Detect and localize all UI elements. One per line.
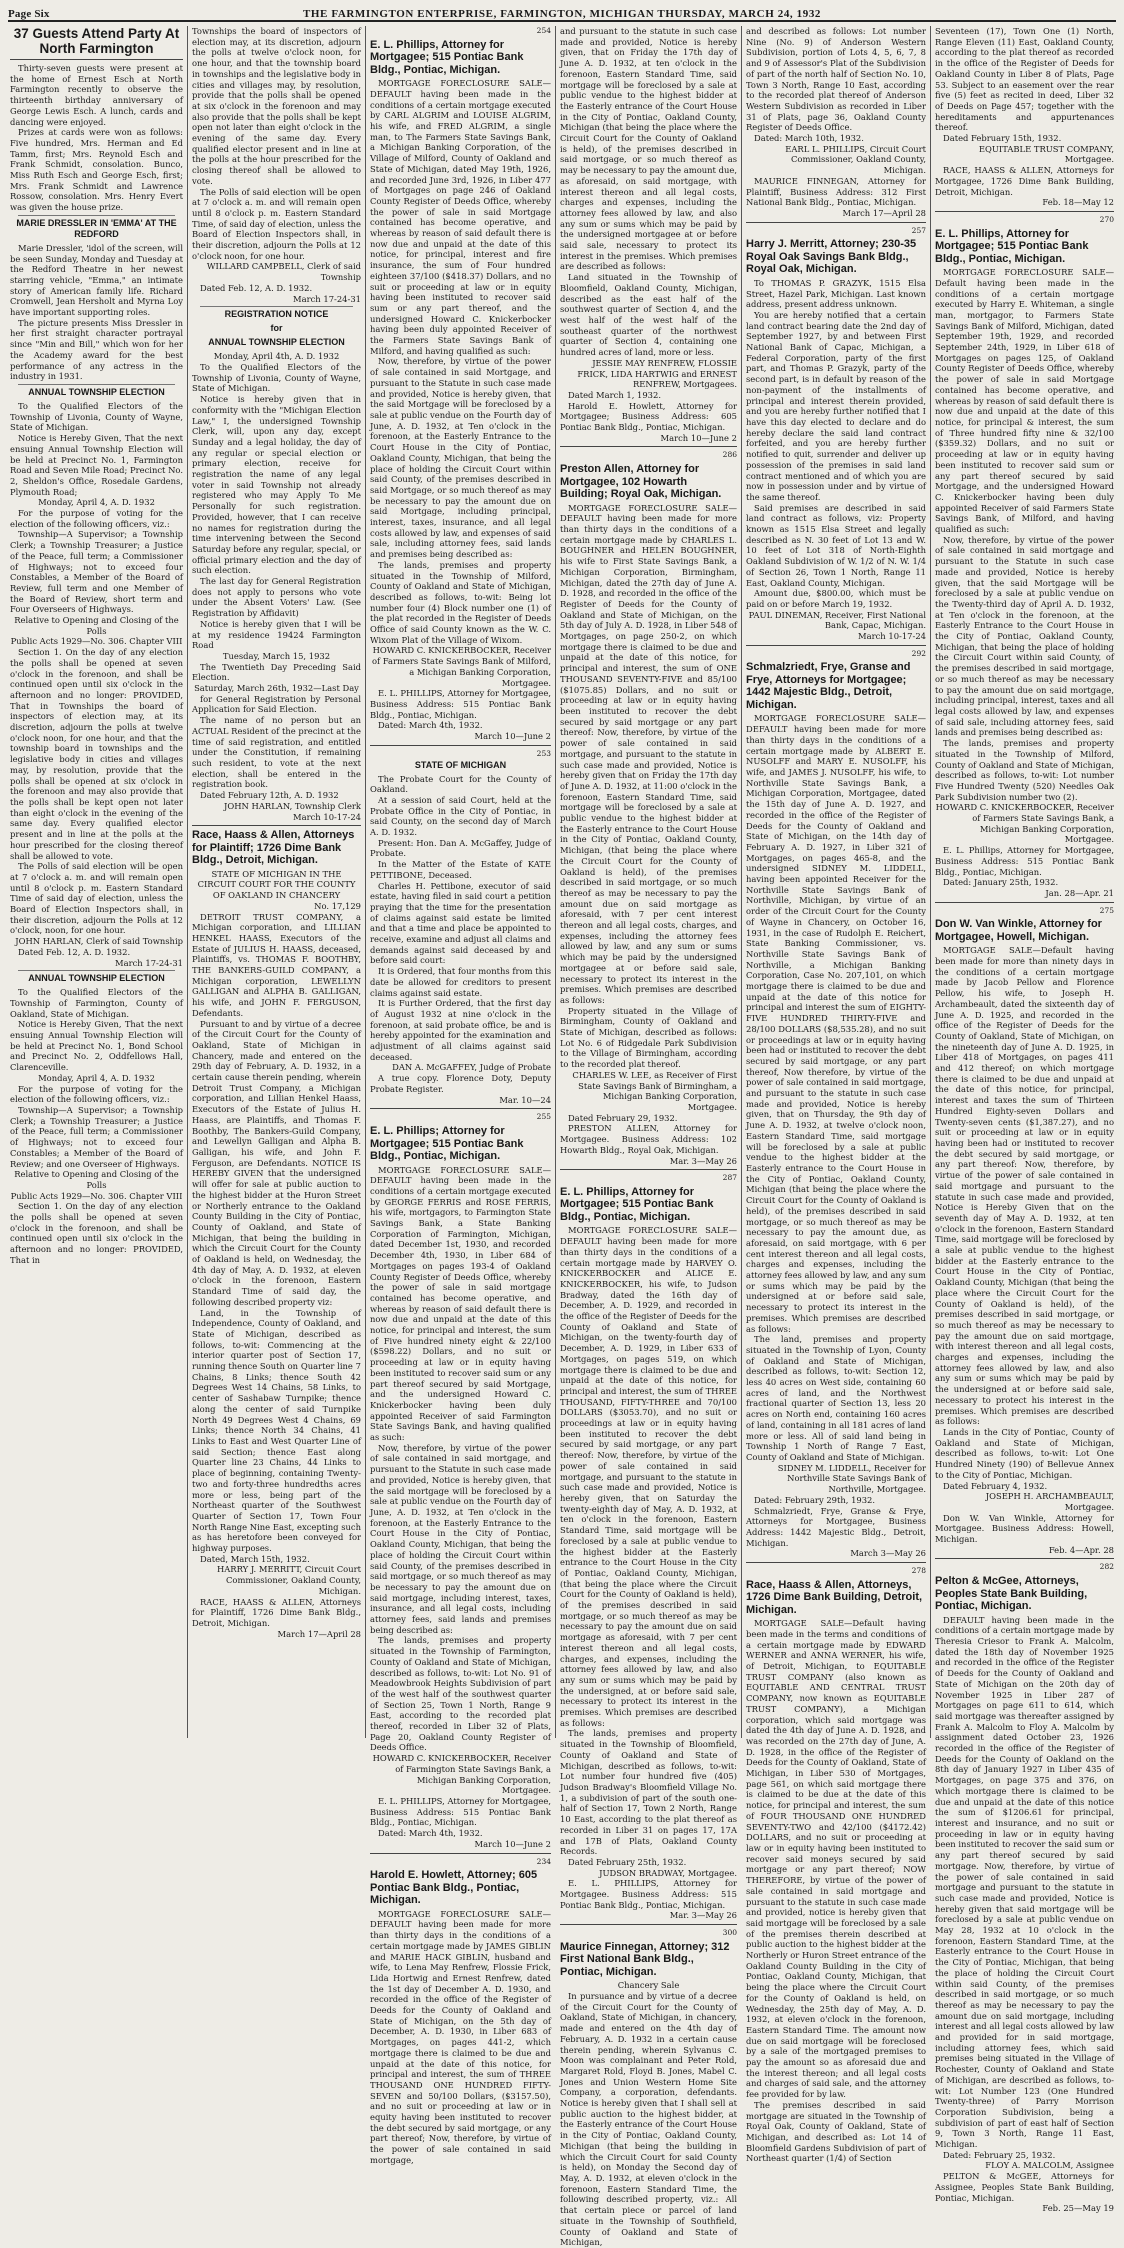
notice-number: 234 [536,1856,551,1866]
legal-paragraph: To THOMAS P. GRAZYK, 1515 Elsa Street, Hazel Park, Michigan. Last known address, present address unknown. [746,277,926,310]
legal-paragraph: Township—A Supervisor; a Township Clerk; a Township Treasurer; a Justice of the Peace, full term; a Commissioner of Highways; not to exceed four Constables; a Member of the Board of Review; and one Overseer of Highways. [10,1104,183,1169]
page-number: Page Six [8,8,50,20]
signature: HOWARD C. KNICKERBOCKER, Receiver of Farmington State Savings Bank, a Michigan Banking Corporation, Mortgagee. [372,1753,551,1796]
legal-paragraph: MORTGAGE SALE—Default having been made in the terms and conditions of a certain mortgage made by EDWARD WERNER and ANNA WERNER, his wife, of Detroit, Michigan, to EQUITABLE TRUST COMPANY (also known as EQUITABLE AND CENTRAL TRUST COMPANY, now known as EQUITABLE TRUST COMPANY), a Michigan corporation, which said mortgage was dated the 4th day of June A. D. 1928, and was recorded on the 27th day of June, A. D. 1928, in the office of the Register of Deeds for the County of Oakland, State of Michigan, in Liber 530 of Mortgages, page 561, on which said mortgage there is claimed to be due at the date of this notice, for principal and interest, the sum of FOUR THOUSAND ONE HUNDRED SEVENTY-TWO and 42/100 ($4172.42) DOLLARS, and no suit or proceeding at law or in equity having been instituted to recover said moneys secured by said mortgage or any part thereof; NOW THEREFORE, by virtue of the power of sale contained in said mortgage and pursuant to the statute in such case made and provided, notice is hereby given that said mortgage will be foreclosed by a sale of the premises therein described at public auction to the highest bidder at the Northerly or Huron Street entrance of the Oakland County Building in the City of Pontiac, Oakland County, Michigan, that being the place where the Circuit Court for the County of Oakland is held, on Wednesday, the 25th day of May, A. D. 1932, at eleven o'clock in the forenoon, Eastern Standard Time. The amount now due on said mortgage will be foreclosed by a sale of the mortgaged premises to pay the amount so as aforesaid due and the interest thereon; and all legal costs and charges of said sale, and the attorney fee provided for by law. [746,1618,926,2100]
legal-paragraph: MORTGAGE FORECLOSURE SALE—DEFAULT having been made in the conditions of a certain mortgage executed by CARL ALGRIM and LOUISE ALGRIM, his wife, and FRED ALGRIM, a single man, to The Farmers State Savings Bank, a Michigan Banking Corporation, of the Village of Milford, County of Oakland and State of Michigan, dated May 19th, 1926, and recorded June 3rd, 1926, in Liber 477 of Mortgages on page 246 of Oakland County Register of Deeds Office, whereby the power of sale in said Mortgage contained has become operative, and whereas by reason of said default there is now due and unpaid at the date of this notice, for principal, interest and fire insurance, the sum of Four hundred eighteen 37/100 ($418.37) Dollars, and no suit or proceeding at law or in equity having been instituted to recover said sum or any part thereof, and the undersigned Howard C. Knickerbocker having been duly appointed Receiver of the Farmers State Savings Bank of Milford, and having qualified as such: [370,78,551,356]
signature: SIDNEY M. LIDDELL, Receiver for Northville State Savings Bank of Northville, Mortgagee. [777,1462,926,1495]
signature: PAUL DINEMAN, Receiver, First National Bank, Capac, Michigan. [748,609,926,631]
party-paragraph: Prizes at cards were won as follows: Five hundred, Mrs. Herman and Ed Tamm, first; Mrs. Reynold Esch and Frank Schmidt, consolation. Bunco, Miss Ruth Esch and George Esch, first; Mrs. Frank Schmidt and Lawrence Rossow, consolation. Mrs. Henry Evert was given the house prize. [10,127,183,213]
legal-paragraph: The premises described in said mortgage are situated in the Township of Royal Oak, County of Oakland, State of Michigan, and described as: Lot 14 of Bloomfield Gardens Subdivision of part of Northeast quarter (1/4) of Section [746,2099,926,2164]
notice-headline: Harry J. Merritt, Attorney; 230-35 Royal Oak Savings Bank Bldg., Royal Oak, Michigan. [746,238,917,276]
legal-paragraph: Townships the board of inspectors of election may, at its discretion, adjourn the polls at twelve o'clock noon, for one hour, and that the township board in townships and the legislative body in cities and villages may, by resolution, provide that the polls shall be opened at six o'clock in the forenoon and may also provide that the polls shall be kept open not later than eight o'clock in the evening of the same day. Every qualified elector present and in line at the polls at the hour prescribed for the closing thereof shall be allowed to vote. [192,26,361,186]
dressler-paragraph: Marie Dressler, 'idol of the screen, will be seen Sunday, Monday and Tuesday at the Redford Theatre in her newest starring vehicle, "Emma," an intimate story of American family life. Richard Cromwell, Jean Hersholt and Myrna Loy have important supporting roles. [10,242,183,318]
dated-line: Dated: February 29th, 1932. [754,1494,876,1505]
notice-number: 287 [722,1173,737,1183]
legal-paragraph: The last day for General Registration does not apply to persons who vote under the Absent Voters' Law. (See Registration by Affidavit) [192,576,361,619]
legal-paragraph: To the Qualified Electors of the Township of Farmington, County of Oakland, State of Michigan. [10,987,183,1019]
case-number: No. 17,129 [314,900,361,911]
run-dates: March 10—June 2 [474,1838,551,1849]
legal-paragraph: The lands, premises and property situated in the Township of Farmington, County of Oakland and State of Michigan, described as follows, to-wit: Lot No. 91 of Meadowbrook Heights Subdivision of part of the west half of the southwest quarter of Section 25, Town 1 North, Range 9 East, according to the recorded plat thereof, recorded in Liber 32 of Plats, Page 20, Oakland County Register of Deeds Office. [370,1635,551,1753]
legal-paragraph: Now, therefore, by virtue of the power of sale contained in said mortgage and pursuant to the Statute in such case made and provided, Notice is hereby given, that the said Mortgage will be foreclosed by a sale at public vendue on the Twenty-third day of April A. D. 1932, at Ten o'clock in the forenoon, at the Easterly Entrance to the Court House in the City of Pontiac, Oakland County, Michigan, that being the place of holding the Circuit Court within said County, of the premises described in said mortgage, or so much thereof as may be necessary to pay the amount due on said mortgage, including principal, interest, taxes and all legal costs allowed by law, and expenses of said sale, including attorney fees, said lands and premises being described as: [935,534,1114,738]
dressler-paragraph: The picture presents Miss Dressler in her first straight character portrayal since "Min and Bill," which won for her the Academy award for the best performance of any actress in the industry in 1931. [10,317,183,382]
legal-paragraph: Now, therefore, by virtue of the power of sale contained in said Mortgage, and pursuant to the Statute in such case made and provided, Notice is hereby given, that the said Mortgage will be foreclosed by a sale at public vendue on the Fourth day of June, A. D. 1932, at Ten o'clock in the forenoon, at the Easterly Entrance to the Court House in the City of Pontiac, Oakland County, Michigan, that being the place of holding the Circuit Court within said County, of the premises described in said Mortgage, or so much thereof as may be necessary to pay the amount due on said Mortgage, including principal, interest, taxes, insurance, and all legal costs allowed by law, and expenses of said sale, including attorney fees, said lands and premises being described as: [370,356,551,560]
column-1 [6,26,188,1738]
notice-headline: Preston Allen, Attorney for Mortgagee, 102 Howarth Building; Royal Oak, Michigan. [560,463,722,501]
notice-number: 257 [911,225,926,235]
column-4 [556,26,742,2248]
registration-headline: REGISTRATION NOTICE [224,309,329,320]
attorney-block: Don W. Van Winkle, Attorney for Mortgagee. Business Address: Howell, Michigan. [935,1512,1114,1545]
dated-line: Dated February 15th, 1932. [943,133,1062,144]
attorney-block: E. L. PHILLIPS, Attorney for Mortgagee, Business Address: 515 Pontiac Bank Bldg., Pontiac, Michigan. [370,1795,551,1828]
legal-paragraph: Tuesday, March 15, 1932 [222,650,331,661]
legal-paragraph: The lands, premises and property situated in the Township of Milford, County of Oakland and State of Michigan, described as follows, to-wit: Being lot number four (4) Block number one (1) of the plat recorded in the Register of Deeds Office of said County known as the W. C. Wixom Plat of the Village of Wixom. [370,559,551,645]
dated-line: Dated February 4, 1932. [943,1480,1048,1491]
attorney-block: A true copy. Florence Doty, Deputy Probate Register. [370,1073,551,1094]
legal-paragraph: The Polls of said election will be open at 7 o'clock a. m. and will remain open until 8 o'clock p. m. Eastern Standard Time, of said day of election, unless the Board of Election Inspectors shall, in their discretion, adjourn the Polls at 12 o'clock noon, for one hour. [192,186,361,261]
notice-headline: Schmalzriedt, Frye, Granse and Frye, Attorneys for Mortgagee; 1442 Majestic Bldg., Detroit, Michigan. [746,661,911,711]
legal-paragraph: Charles H. Pettibone, executor of said estate, having filed in said court a petition praying that the time for the presentation of claims against said estate be limited and that a time and place be appointed to receive, examine and adjust all claims and demands against said deceased by and before said court: [370,880,551,966]
column-6 [931,26,1118,2214]
notice-number: 292 [911,648,926,658]
signature: HARRY J. MERRITT, Circuit Court Commissioner, Oakland County, Michigan. [216,1564,361,1596]
attorney-block: RACE, HAASS & ALLEN, Attorneys for Mortgagee, 1726 Dime Bank Building, Detroit, Michigan. [935,165,1114,197]
column-5 [742,26,931,2164]
legal-paragraph: Township—A Supervisor; a Township Clerk; a Township Treasurer; a Justice of the Peace, full term; a Commissioner of Highways; not to exceed four Constables, a Member of the Board of Review, full term and one Member of the Board of Review, short term and Four Overseers of Highways. [10,529,183,615]
legal-paragraph: Pursuant to and by virtue of a decree of the Circuit Court for the County of Oakland, State of Michigan in Chancery, made and entered on the 29th day of February, A. D. 1932, in a certain cause therein pending, wherein Detroit Trust Company, a Michigan corporation, and Lillian Henkel Haass, Executors of the Estate of Julius H. Haass, are Plaintiffs, and Thomas F. Boothby, The Bankers-Guild Company, and Lewellyn Galligan and Alpha B. Galligan, his wife, and John F. Ferguson, are Defendants. NOTICE IS HEREBY GIVEN that the undersigned will offer for sale at public auction to the highest bidder at the Huron Street or Northerly entrance to the Oakland County Building in the City of Pontiac, County of Oakland, and State of Michigan, that being the building in which the Circuit Court for the County of Oakland is held, on Wednesday, the 4th day of May, A. D. 1932, at eleven o'clock in the forenoon, Eastern Standard Time of said day, the following described property viz: [192,1018,361,1307]
legal-paragraph: Property situated in the Village of Birmingham, County of Oakland and State of Michigan, described as follows: Lot No. 6 of Ridgedale Park Subdivision to the Village of Birmingham, according to the recorded plat thereof. [560,1005,737,1070]
legal-paragraph: In pursuance and by virtue of a decree of the Circuit Court for the County of Oakland, State of Michigan, in chancery, made and entered on the 4th day of February, A. D. 1932 in a certain cause therein pending, wherein Sylvanus C. Moon was complainant and Peter Rold, Margaret Rold, Floyd B. Jones, Mabel C. Jones and Union Western Home Site Company, a corporation, defendants. Notice is hereby given that I shall sell at public auction to the highest bidder, at the Easterly entrance of the Court House in the City of Pontiac, Oakland County, Michigan (that being the building in which the Circuit Court for said County is held), on Monday the Second day of May, A. D. 1932, at eleven o'clock in the forenoon, Eastern Standard Time, the following described property, viz.: All that certain piece or parcel of land situate in the Township of Southfield, County of Oakland and State of Michigan, [560,1991,737,2248]
signature: JOSEPH H. ARCHAMBEAULT, Mortgagee. [985,1491,1114,1512]
notice-headline: E. L. Phillips, Attorney for Mortgagee; 515 Pontiac Bank Bldg., Pontiac, Michigan. [560,1185,714,1223]
dated-line: Dated: March 10th, 1932. [754,133,864,144]
legal-paragraph: Seventeen (17), Town One (1) North, Range Eleven (11) East, Oakland County, according to the plat thereof as recorded in the office of the Register of Deeds for Oakland County in Liber 8 of Plats, Page 53. Subject to an easement over the rear five (5) feet as recited in deed, Liber 32 of Deeds on Page 457; together with the hereditaments and appurtenances thereof. [935,26,1114,133]
notice-headline: STATE OF MICHIGAN [414,759,507,770]
signature: HOWARD C. KNICKERBOCKER, Receiver of Farmers State Savings Bank of Milford, a Michigan Banking Corporation, Mortgagee. [371,645,551,688]
registration-headline: ANNUAL TOWNSHIP ELECTION [208,337,345,348]
attorney-block: E. L. PHILLIPS, Attorney for Mortgagee. Business Address: 515 Pontiac Bank Bldg., Pontiac, Michigan. [560,1878,737,1910]
dated-line: Dated February 12th, A. D. 1932 [200,790,339,801]
dated-line: Dated: January 25th, 1932. [943,877,1059,888]
masthead [8,2,1116,22]
legal-paragraph: In the Matter of the Estate of KATE PETTIBONE, Deceased. [370,859,551,880]
dated-line: Dated: March 4th, 1932. [378,720,483,731]
run-dates: March 10—June 2 [660,432,737,443]
signature: WILLARD CAMPBELL, Clerk of said Township [206,261,361,283]
legal-paragraph: and described as follows: Lot number Nine (No. 9) of Anderson Western Subdivision, portion of Lots 4, 5, 6, 7, 8 and 9 of Assessor's Plat of the Subdivision of part of the north half of Section No. 10, Town 3 North, Range 10 East, according to the recorded plat thereof of Anderson Western Subdivision as recorded in Liber 31 of Plats, page 36, Oakland County Register of Deeds Office. [746,26,926,133]
dated-line: Dated March 1, 1932. [568,389,662,400]
legal-paragraph: MORTGAGE FORECLOSURE SALE—DEFAULT having been made for more than thirty days in the conditions of a certain mortgage made by ALBERT E. NUSOLFF and MARY E. NUSOLFF, his wife, and JAMES J. NUSOLFF, his wife, to Northville State Savings Bank, a Michigan Corporation, Mortgagee, dated the 15th day of June A. D. 1927, and recorded in the office of the Register of Deeds for the County of Oakland and State of Michigan, on the 14th day of February A. D. 1927, in Liber 321 of Mortgages, on pages 465-8, and the undersigned SIDNEY M. LIDDELL, having been appointed Receiver for the Northville State Savings Bank of Northville, Michigan, by virtue of an order of the Circuit Court for the County of Wayne in Chancery, on October 16, 1931, in the case of Rudolph E. Reichert, State Banking Commissioner, vs. Northville State Savings Bank of Northville, a Michigan Banking Corporation, Case No. 207,101, on which mortgage there is claimed to be due and unpaid at the date of this notice for principal and interest the sum of EIGHTY-FIVE HUNDRED THIRTY-FIVE and 28/100 DOLLARS ($8,535.28), and no suit or proceedings at law or in equity having been had or instituted to recover the debt secured by said mortgage, or any part thereof, Now therefore, by virtue of the power of sale contained in said mortgage, and pursuant to the statute in such case made and provided, Notice is hereby given, that on Thursday, the 9th day of June A. D. 1932, at twelve o'clock noon, Eastern Standard Time, said mortgage will be foreclosed by a sale at public vendue to the highest bidder at the Easterly entrance to the Court House in the City of Pontiac, Oakland County, Michigan (that being the place where the Circuit Court for the County of Oakland is held), of the premises described in said mortgage, or so much thereof as may be necessary to pay the amount due, as aforesaid, on said mortgage, with 6 per cent interest thereon and all legal costs, charges and expenses, including the attorney fees allowed by law, and any sum or sums which may be paid by the undersigned at or before said sale, necessary to protect its interest in the premises. Which premises are described as follows: [746,713,926,1334]
notice-number: 270 [1099,214,1114,224]
party-headline: 37 Guests Attend Party At North Farmington [13,26,180,56]
legal-paragraph: Monday, April 4, A. D. 1932 [38,1072,155,1083]
dated-line: Dated Feb. 12, A. D. 1932. [200,282,313,293]
notice-number: 282 [1099,1562,1114,1572]
attorney-block: E. L. Phillips, Attorney for Mortgagee, Business Address: 515 Pontiac Bank Bldg., Pontiac, Michigan. [935,845,1114,877]
legal-paragraph: At a session of said Court, held at the Probate Office in the City of Pontiac, in said County, on the second day of March A. D. 1932. [370,794,551,838]
legal-paragraph: Section 1. On the day of any election the polls shall be opened at seven o'clock in the forenoon, and shall be continued open until six o'clock in the afternoon and no longer: PROVIDED, That in Townships the board of inspectors of election may, at its discretion, adjourn the polls at twelve o'clock noon, for one hour, and that the township board in townships and the legislative body in cities and villages may, by resolution, provide that the polls shall be opened at six o'clock in the forenoon and may also provide that the polls shall be kept open not later than eight o'clock in the evening of the same day. Every qualified elector present and in line at the polls at the hour prescribed for the closing thereof shall be allowed to vote. [10,647,183,861]
dressler-headline: MARIE DRESSLER IN 'EMMA' AT THE REDFORD [16,217,177,239]
legal-paragraph: The Polls of said election will be open at 7 o'clock a. m. and will remain open until 8 o'clock p. m. Eastern Standard Time of said day of election, unless the Board of Election Inspectors shall, in their discretion, adjourn the Polls at 12 o'clock, noon, for one hour. [10,861,183,936]
signature: JOHN HARLAN, Township Clerk [224,800,361,811]
legal-paragraph: The Probate Court for the County of Oakland. [370,773,551,795]
legal-paragraph: Present: Hon. Dan A. McGaffey, Judge of Probate. [370,837,551,859]
legal-paragraph: Relative to Opening and Closing of the Polls [14,615,179,636]
attorney-block: Harold E. Howlett, Attorney for Mortgagee; Business Address: 605 Pontiac Bank Bldg., Pontiac, Michigan. [560,400,737,433]
legal-paragraph: MORTGAGE FORECLOSURE SALE—DEFAULT having been made in the conditions of a certain mortgage executed by GEORGE FERRIS and ROSE FERRIS, his wife, mortgagors, to Farmington State Savings Bank, a State Banking Corporation of Farmington, Michigan, dated December 1st, 1930, and recorded December 4th, 1930, in Liber 684 of Mortgages on pages 193-4 of Oakland County Register of Deeds Office, whereby the power of sale in said mortgage contained has become operative, and whereas by reason of said default there is now due and unpaid at the date of this notice, for principal and interest, the sum of Five hundred ninety eight & 22/100 ($598.22) Dollars, and no suit or proceeding at law or in equity having been instituted to recover said sum or any part thereof secured by said Mortgage, and the undersigned Howard C. Knickerbocker having been duly appointed Receiver of said Farmington State Savings Bank, and having qualified as such: [370,1164,551,1443]
columns [6,26,1118,2248]
signature: EARL L. PHILLIPS, Circuit Court Commissioner, Oakland County, Michigan. [785,143,926,176]
legal-paragraph: The lands, premises and property situated in the Township of Milford, County of Oakland and State of Michigan, described as follows, to-wit: Lot number Five Hundred Twenty (520) Needles Oak Park Subdivision number two (2). [935,738,1114,802]
legal-paragraph: Notice is Hereby Given, That the next ensuing Annual Township Election will be held at Precinct No. 1, Farmington Road and Seven Mile Road; Precinct No. 2, Sheldon's Office, Rosedale Gardens, Plymouth Road; [10,433,183,497]
notice-headline: Don W. Van Winkle, Attorney for Mortgagee, Howell, Michigan. [935,918,1102,943]
run-dates: March 17—April 28 [277,1628,361,1639]
run-dates: Mar. 3—May 26 [669,1155,737,1166]
notice-headline: Pelton & McGee, Attorneys, Peoples State Bank Building, Pontiac, Michigan. [935,1575,1088,1613]
masthead-title: THE FARMINGTON ENTERPRISE, FARMINGTON, MICHIGAN THURSDAY, MARCH 24, 1932 [302,8,822,20]
notice-number: 275 [1099,905,1114,915]
notice-headline: Race, Haass & Allen, Attorneys, 1726 Dime Bank Building, Detroit, Michigan. [746,1578,923,1616]
legal-paragraph: Said premises are described in said land contract as follows, viz: Property known as 1515 Elsa Street and legally described as N. 30 feet of Lot 13 and W. 10 feet of Lot 318 of North-Eighth Oakland Subdivision of W. 1/2 of N. W. 1/4 of Section 26, Town 1 North, Range 11 East, Oakland County, Michigan. [746,502,926,588]
legal-paragraph: The land, premises and property situated in the Township of Lyon, County of Oakland and State of Michigan, described as follows, to-wit: Section 12, less 40 acres on West side, containing 60 acres of land, and the Northwest fractional quarter of Section 13, less 20 acres on North end, containing 160 acres of land, containing in all 181 acres of land more or less. All of said land being in Township 1 North of Range 7 East, County of Oakland and State of Michigan. [746,1334,926,1462]
signature: EQUITABLE TRUST COMPANY, Mortgagee. [978,143,1114,165]
legal-paragraph: Land, in the Township of Independence, County of Oakland, and State of Michigan, described as follows, to-wit: Commencing at the interior quarter post of Section 17, running thence South on Quarter line 7 Chains, 8 Links; thence South 42 Degrees West 14 Chains, 58 Links, to center of Sashabaw Turnpike; thence along the center of said Turnpike North 49 Degrees West 4 Chains, 69 Links; thence North 34 Chains, 41 Links to East and West Quarter Line of said Section; thence East along Quarter line 23 Chains, 44 Links to place of beginning, containing Twenty-two and forty-three hundredths acres more or less, being part of the Northeast quarter of the Southwest Quarter of Section 17, Town Four North Range Nine East, excepting such as has heretofore been conveyed for highway purposes. [192,1307,361,1554]
legal-paragraph: Monday, April 4th, A. D. 1932 [213,351,340,362]
farmington-election-headline: ANNUAL TOWNSHIP ELECTION [28,973,165,984]
legal-paragraph: MORTGAGE FORECLOSURE SALE—DEFAULT having been made for more than thirty days in the conditions of a certain mortgage made by JAMES GIBLIN and MARIE HACK GIBLIN, husband and wife, to Lena May Renfrew, Flossie Frick, Lida Hortwig and Ernest Renfrew, dated the 1st day of December A. D. 1930, and recorded in the office of the Register of Deeds for the County of Oakland and State of Michigan, on the 5th day of December, A. D. 1930, in Liber 683 of Mortgages, on pages 441-2, which mortgage there is claimed to be due and unpaid at the date of this notice, for principal and interest, the sum of THREE THOUSAND ONE HUNDRED FIFTY-SEVEN and 50/100 Dollars, ($3157.50), and no suit or proceeding at law or in equity having been instituted to recover the debt secured by said mortgage, or any part thereof; Now, therefore, by virtue of the power of sale contained in said mortgage, [370,1908,551,2165]
notice-headline: E. L. Phillips, Attorney for Mortgagee; 515 Pontiac Bank Bldg., Pontiac, Michigan. [370,38,524,76]
run-dates: Feb. 4—Apr. 28 [1048,1544,1114,1555]
legal-paragraph: To the Qualified Electors of the Township of Livonia, County of Wayne, State of Michigan. [192,361,361,394]
notice-headline: Harold E. Howlett, Attorney; 605 Pontiac Bank Bldg., Pontiac, Michigan. [370,1869,538,1907]
legal-paragraph: It is Further Ordered, that the first day of August 1932 at nine o'clock in the forenoon, at said probate office, be and is hereby appointed for the examination and adjustment of all claims against said deceased. [370,998,551,1062]
signature: DAN A. McGAFFEY, Judge of Probate [392,1062,551,1073]
legal-paragraph: STATE OF MICHIGAN IN THE CIRCUIT COURT FOR THE COUNTY OF OAKLAND IN CHANCERY [197,868,356,901]
signature: JOHN HARLAN, Clerk of said Township [15,936,183,947]
notice-number: 286 [722,450,737,460]
dated-line: Dated, March 15th, 1932. [200,1553,310,1564]
run-dates: March 17-24-31 [293,293,361,304]
attorney-block: PRESTON ALLEN, Attorney for Mortgagee. Business Address: 102 Howarth Bldg., Royal Oak, Michigan. [560,1123,737,1155]
attorney-block: PELTON & McGEE, Attorneys for Assignee, Peoples State Bank Building, Pontiac, Michigan. [935,2171,1114,2203]
legal-paragraph: Notice is hereby given that in conformity with the "Michigan Election Law," I, the undersigned Township Clerk, will, upon any day, except Sunday and a legal holiday, the day of any regular or special election or primary election, receive for registration the name of any legal voter in said Township not already registered who may Apply To Me Personally for such registration. Provided, however, that I can receive no names for registration during the time intervening between the Second Saturday before any regular, special, or official primary election and the day of such election. [192,394,361,576]
livonia-election-headline: ANNUAL TOWNSHIP ELECTION [28,386,165,397]
legal-paragraph: DEFAULT having been made in the conditions of a certain mortgage made by Theresia Criesor to Frank A. Malcolm, dated the 18th day of November 1925 and recorded in the office of the Register of Deeds for the County of Oakland and State of Michigan on the 20th day of November 1925 in Liber 287 of Mortgages on page 611 to 614, which said mortgage was thereafter assigned by Frank A. Malcolm to Floy A. Malcolm by assignment dated October 23, 1926 recorded in the office of the Register of Deeds for the County of Oakland on the 8th day of January 1927 in Liber 435 of Mortgages, on page 375 and 376, on which mortgage there is claimed to be due and unpaid at the date of this notice the sum of $1206.61 for principal, interest and insurance, and no suit or proceeding in law or in equity having been instituted to recover the said sum or any part thereof secured by said mortgage. Now, therefore, by virtue of the power of sale contained in said mortgage and pursuant to the statute in such case made and provided, Notice is hereby given that said mortgage will be foreclosed by a sale at public vendue on May 28, 1932 at 10 o'clock in the forenoon, Eastern Standard Time, at the Easterly entrance to the Court House in the City of Pontiac, Michigan, that being the place of holding the Circuit Court within said County, of the premises described in said mortgage, or so much thereof as may be necessary to pay the amount due on said mortgage, including interest and all legal costs allowed by law and provided for in said mortgage, including attorney fees, which said premises being situated in the Village of Rochester, County of Oakland and State of Michigan, are described as follows, to-wit: Lot Number 123 (One Hundred Twenty-three) of Parry Morrison Corporation Subdivision, being a subdivision of part of east half of Section 9, Town 3 North, Range 11 East, Michigan. [935,1614,1114,2150]
party-paragraph: Thirty-seven guests were present at the home of Ernest Esch at North Farmington recently to observe the thirteenth birthday anniversary of George Lewis Esch. A lunch, cards and dancing were enjoyed. [10,63,183,127]
registration-headline: for [270,323,283,334]
dated-line: Dated: February 25, 1932. [943,2149,1056,2160]
attorney-block: MAURICE FINNEGAN, Attorney for Plaintiff, Business Address: 312 First National Bank Bldg., Pontiac, Michigan. [746,175,926,208]
run-dates: March 10-17-24 [858,631,926,642]
attorney-block: Schmalzriedt, Frye, Granse & Frye, Attorneys for Mortgagee, Business Address: 1442 Majestic Bldg., Detroit, Michigan. [746,1505,926,1548]
legal-paragraph: It is Ordered, that four months from this date be allowed for creditors to present claims against said estate. [370,966,551,998]
run-dates: Feb. 25—May 19 [1042,2203,1114,2214]
legal-paragraph: Lands in the City of Pontiac, County of Oakland and State of Michigan, described as follows, to-wit: Lot One Hundred Ninety (190) of Bellevue Annex to the City of Pontiac, Michigan. [935,1426,1114,1480]
legal-paragraph: Section 1. On the day of any election the polls shall be opened at seven o'clock in the forenoon, and shall be continued open until six o'clock in the afternoon and no longer: PROVIDED, That in [10,1201,183,1265]
signature: CHARLES W. LEE, as Receiver of First State Savings Bank of Birmingham, a Michigan Banking Corporation, Mortgagee. [572,1069,737,1112]
legal-paragraph: for General Registration by Personal Application for Said Election. [192,693,361,715]
legal-paragraph: Amount due, $800.00, which must be paid on or before March 19, 1932. [746,588,926,609]
legal-paragraph: The Twentieth Day Preceding Said Election. [192,661,361,683]
legal-paragraph: MORTGAGE FORECLOSURE SALE—Default having been made in the conditions of a certain mortgage executed by Harry E. Whiteman, a single man, mortgagor, to Farmers State Savings Bank of Milford, Michigan, dated September 19th, 1929, and recorded September 24th, 1929, in Liber 618 of Mortgages on pages 125, of Oakland County Register of Deeds Office, whereby the power of sale in said Mortgage contained has become operative, and whereas by reason of said default there is now due and unpaid at the date of this notice, for principal & interest, the sum of Three hundred fifty nine & 32/100 ($359.32) Dollars, and no suit or proceeding at law or in equity having been instituted to recover said sum or any part thereof secured by said Mortgage, and the undersigned Howard C. Knickerbocker having been duly appointed Receiver of said Farmers State Savings Bank, of Milford, and having qualified as such: [935,267,1114,535]
legal-paragraph: Monday, April 4, A. D. 1932 [38,497,155,508]
notice-number: 255 [536,1112,551,1122]
run-dates: March 17-24-31 [115,957,183,968]
notice-number: 254 [536,26,551,35]
signature: FLOY A. MALCOLM, Assignee [985,2160,1114,2171]
run-dates: Mar. 10—24 [499,1094,551,1105]
legal-paragraph: Relative to Opening and Closing of the Polls [14,1169,179,1190]
legal-paragraph: Notice is hereby given that I will be at my residence 19424 Farmington Road [192,618,361,651]
legal-paragraph: MORTGAGE FORECLOSURE SALE—DEFAULT having been made for more than thirty days in the conditions of a certain mortgage made by CHARLES L. BOUGHNER and HELEN BOUGHNER, his wife to First State Savings Bank, a Michigan Corporation, Birmingham, Michigan, dated the 27th day of June A. D. 1928, and recorded in the office of the Register of Deeds for the County of Oakland and State of Michigan, on the 5th day of July A. D. 1928, in Liber 548 of Mortgages, on page 250-2, on which mortgage there is claimed to be due and unpaid at the date of this notice, for principal and interest, the sum of ONE THOUSAND SEVENTY-FIVE and 85/100 ($1075.85) Dollars, and no suit or proceeding at law or in equity having been instituted to recover the debt secured by said mortgage or any part thereof: Now, therefore, by virtue of the power of sale contained in said mortgage, and pursuant to the statute in such case made and provided, Notice is hereby given that on Friday the 17th day of June A. D. 1932, at 11:00 o'clock in the forenoon, Eastern Standard Time, said mortgage will be foreclosed by a sale at public vendue to the highest bidder at the Easterly entrance to the Court House in the City of Pontiac, Oakland County, Michigan, (that being the place where the Circuit Court for the County of Oakland is held), of the premises described in said mortgage, or so much thereof as may be necessary to pay the amount due on said mortgage as aforesaid, with 7 per cent interest thereon and all legal costs, charges, and expenses, including the attorney fees allowed by law, and any sum or sums which may be paid by the undersigned mortgagee at or before said sale, necessary to protect its interest in the premises. Which premises are described as follows: [560,502,737,1005]
legal-paragraph: Saturday, March 26th, 1932—Last Day [194,683,359,694]
legal-paragraph: MORTGAGE FORECLOSURE SALE—DEFAULT having been made for more than thirty days in the conditions of a certain mortgage made by HARVEY O. KNICKERBOCKER and ALICE E. KNICKERBOCKER, his wife, to Judson Bradway, dated the 16th day of December, A. D. 1929, and recorded in the office of the Register of Deeds for the County of Oakland and State of Michigan, on the twenty-fourth day of December, A. D. 1929, in Liber 633 of Mortgages, on pages 519, on which mortgage there is claimed to be due and unpaid at the date of this notice, for principal and interest, the sum of THREE THOUSAND, FIFTY-THREE and 70/100 DOLLARS ($3053.70), and no suit or proceedings at law or in equity having been instituted to recover the debt secured by said mortgage, or any part thereof: Now, therefore, by virtue of the power of sale contained in said mortgage, and pursuant to the statute in such case made and provided, Notice is hereby given, that on Saturday the twenty-eighth day of May, A. D. 1932, at ten o'clock in the forenoon, Eastern Standard Time, said mortgage will be foreclosed by a sale at public vendue to the highest bidder at the Easterly entrance to the Court House in the City of Pontiac, Oakland County, Michigan, (that being the place where the Circuit Court for the County of Oakland is held), of the premises described in said mortgage, or so much thereof as may be necessary to pay the amount due on said mortgage as aforesaid, with 7 per cent interest thereon and all legal costs, charges, and expenses, including the attorney fees allowed by law, and also any sum or sums which may be paid by the undersigned, at or before said sale, necessary to protect its interest in the premises. Which premises are described as follows: [560,1225,737,1728]
run-dates: Jan. 28—Apr. 21 [1045,887,1114,898]
legal-paragraph: and pursuant to the statute in such case made and provided, Notice is hereby given, that on Friday the 17th day of June A. D. 1932, at ten o'clock in the forenoon, Eastern Standard Time, said mortgage will be foreclosed by a sale at public vendue to the highest bidder at the Easterly entrance of the Court House in the City of Pontiac, Oakland County, Michigan (that being the place where the Circuit Court for the County of Oakland is held), of the premises described in said mortgage, or so much thereof as may be necessary to pay the amount due, as aforesaid, on said mortgage, with interest thereon and all legal costs, charges and expenses, including the attorney fees allowed by law, and also any sum or sums which may be paid by the undersigned mortgagee at or before said sale, necessary to protect its interest in the premises. Which premises are described as follows: [560,26,737,272]
run-dates: Feb. 18—May 12 [1042,197,1114,208]
notice-headline: E. L. Phillips; Attorney for Mortgagee; 515 Pontiac Bank Bldg., Pontiac, Michigan. [370,1125,524,1162]
signature: HOWARD C. KNICKERBOCKER, Receiver of Farmers State Savings Bank, a Michigan Banking Corporation, Mortgagee. [935,802,1114,845]
run-dates: March 3—May 26 [850,1548,926,1559]
notice-headline: Race, Haass & Allen, Attorneys for Plaintiff; 1726 Dime Bank Bldg., Detroit, Michigan. [192,829,355,867]
column-3 [366,26,556,2165]
notice-number: 300 [722,1928,737,1938]
attorney-block: RACE, HAASS & ALLEN, Attorneys for Plaintiff, 1726 Dime Bank Bldg., Detroit, Michigan. [192,1596,361,1628]
attorney-block: E. L. PHILLIPS, Attorney for Mortgagee, Business Address: 515 Pontiac Bank Bldg., Pontiac, Michigan. [370,688,551,720]
notice-number: 253 [536,748,551,758]
legal-paragraph: The lands, premises and property situated in the Township of Bloomfield, County of Oakland and State of Michigan, described as follows, to-wit: Lot number four hundred five (405) Judson Bradway's Bloomfield Village No. 1, a subdivision of part of the south one-half of Section 17, Town 2 North, Range 10 East, according to the plat thereof as recorded in Liber 31 on pages 17, 17A and 17B of Plats, Oakland County Records. [560,1728,737,1857]
signature: JUDSON BRADWAY, Mortgagee. [599,1867,737,1878]
run-dates: Mar. 3—May 26 [669,1910,737,1921]
legal-paragraph: Now, therefore, by virtue of the power of sale contained in said mortgage, and pursuant to the Statute in such case made and provided, Notice is hereby given, that the said mortgage will be foreclosed by a sale at public vendue on the Fourth day of June, A. D. 1932, at Ten o'clock in the forenoon, at the Easterly Entrance to the Court House in the City of Pontiac, Oakland County, Michigan, that being the place of holding the Circuit Court within said County, of the premises described in said mortgage, or so much thereof as may be necessary to pay the amount due on said mortgage, including interest, taxes, insurance, and all legal costs, including attorney fees, said lands and premises being described as: [370,1442,551,1635]
legal-paragraph: The name of no person but an ACTUAL Resident of the precinct at the time of said registration, and entitled under the Constitution, if remaining such resident, to vote at the next election, shall be entered in the registration book. [192,715,361,790]
legal-paragraph: Public Acts 1929—No. 306. Chapter VIII [10,636,183,647]
dated-line: Dated: March 4th, 1932. [378,1828,483,1839]
legal-paragraph: To the Qualified Electors of the Township of Livonia, County of Wayne, State of Michigan. [10,400,183,433]
legal-paragraph: For the purpose of voting for the election of the following officers, viz.: [10,508,183,529]
legal-paragraph: Chancery Sale [617,1980,680,1991]
run-dates: March 10—June 2 [474,731,551,742]
dated-line: Dated Feb. 12, A. D. 1932. [18,946,131,957]
legal-paragraph: For the purpose of voting for the election of the following officers, viz.: [10,1083,183,1105]
notice-number: 278 [911,1566,926,1576]
column-2 [188,26,366,1738]
legal-paragraph: DETROIT TRUST COMPANY, a Michigan corporation, and LILLIAN HENKEL HAASS, Executors of the Estate of JULIUS H. HAASS, deceased, Plaintiffs, vs. THOMAS F. BOOTHBY, THE BANKERS-GUILD COMPANY, a Michigan corporation, LEWELLYN GALLIGAN and ALPHA B. GALLIGAN, his wife, and JOHN F. FERGUSON, Defendants. [192,911,361,1018]
legal-paragraph: You are hereby notified that a certain land contract bearing date the 2nd day of September 1927, by and between First National Bank of Capac, Michigan, a Federal Corporation, party of the first part, and Thomas P. Grazyk, party of the second part, is in default by reason of the non-payment of the installments of principal and interest therein provided, and you are hereby further notified that I have this day elected to declare and do hereby declare the said land contract forfeited, and you are hereby further notified to quit, surrender and deliver up possession of the premises in said land contract mentioned and of which you are now in possession under and by virtue of the same thereof. [746,309,926,502]
legal-paragraph: MORTGAGE SALE—Default having been made for more than ninety days in the conditions of a certain mortgage made by Jacob Pellow and Florence Pellow, his wife, to Joseph H. Archambeault, dated the sixteenth day of June A. D. 1925, and recorded in the office of the Register of Deeds for the County of Oakland, State of Michigan, on the nineteenth day of June A. D. 1925, in Liber 418 of Mortgages, on pages 411 and 412 thereof; on which mortgage there is claimed to be due and unpaid at the date of this notice, for principal, interest and taxes the sum of Thirteen Hundred Eighty-seven Dollars and Twenty-seven cents ($1,387.27), and no suit or proceeding at law or in equity having been had or instituted to recover the debt secured by said mortgage, or any part thereof: Now, therefore, by virtue of the power of sale contained in said mortgage and pursuant to the statute in such case made and provided, Notice is Hereby Given that on the seventh day of May A. D. 1932, at ten o'clock in the forenoon, Eastern Standard Time, said mortgage will be foreclosed by a sale at public vendue to the highest bidder at the Easterly entrance to the Court House in the City of Pontiac, Oakland County, Michigan (that being the place where the Circuit Court for the County of Oakland is held), of the premises described in said mortgage, or so much thereof as may be necessary to pay the amount due on said mortgage, with interest thereon and all legal costs, charges and expenses, including the attorney fees allowed by law, and also any sum or sums which may be paid by the undersigned at or before said sale, necessary to protect his interest in the premises. Which premises are described as follows: [935,945,1114,1427]
notice-headline: Maurice Finnegan, Attorney; 312 First National Bank Bldg., Pontiac, Michigan. [560,1940,730,1978]
legal-paragraph: Public Acts 1929—No. 306. Chapter VIII [10,1190,183,1201]
dated-line: Dated February 25th, 1932. [568,1856,687,1867]
dated-line: Dated February 29, 1932. [568,1112,678,1123]
notice-headline: E. L. Phillips, Attorney for Mortgagee; 515 Pontiac Bank Bldg., Pontiac, Michigan. [935,227,1089,265]
legal-paragraph: Notice is Hereby Given, That the next ensuing Annual Township Election will be held at Precinct No. 1, Bond School and Precinct No. 2, Oddfellows Hall, Clarenceville. [10,1019,183,1073]
run-dates: March 17—April 28 [842,207,926,218]
signature: JESSIE MAY RENFREW, FLOSSIE FRICK, LIDA HARTWIG and ERNEST RENFREW, Mortgagees. [577,357,737,390]
legal-paragraph: Land situated in the Township of Bloomfield, Oakland County, Michigan, described as the east half of the southwest quarter of Section 4, and the west half of the west half of the southeast quarter of the northwest quarter of Section 4, containing one hundred acres of land, more or less. [560,272,737,358]
run-dates: March 10-17-24 [293,811,361,822]
